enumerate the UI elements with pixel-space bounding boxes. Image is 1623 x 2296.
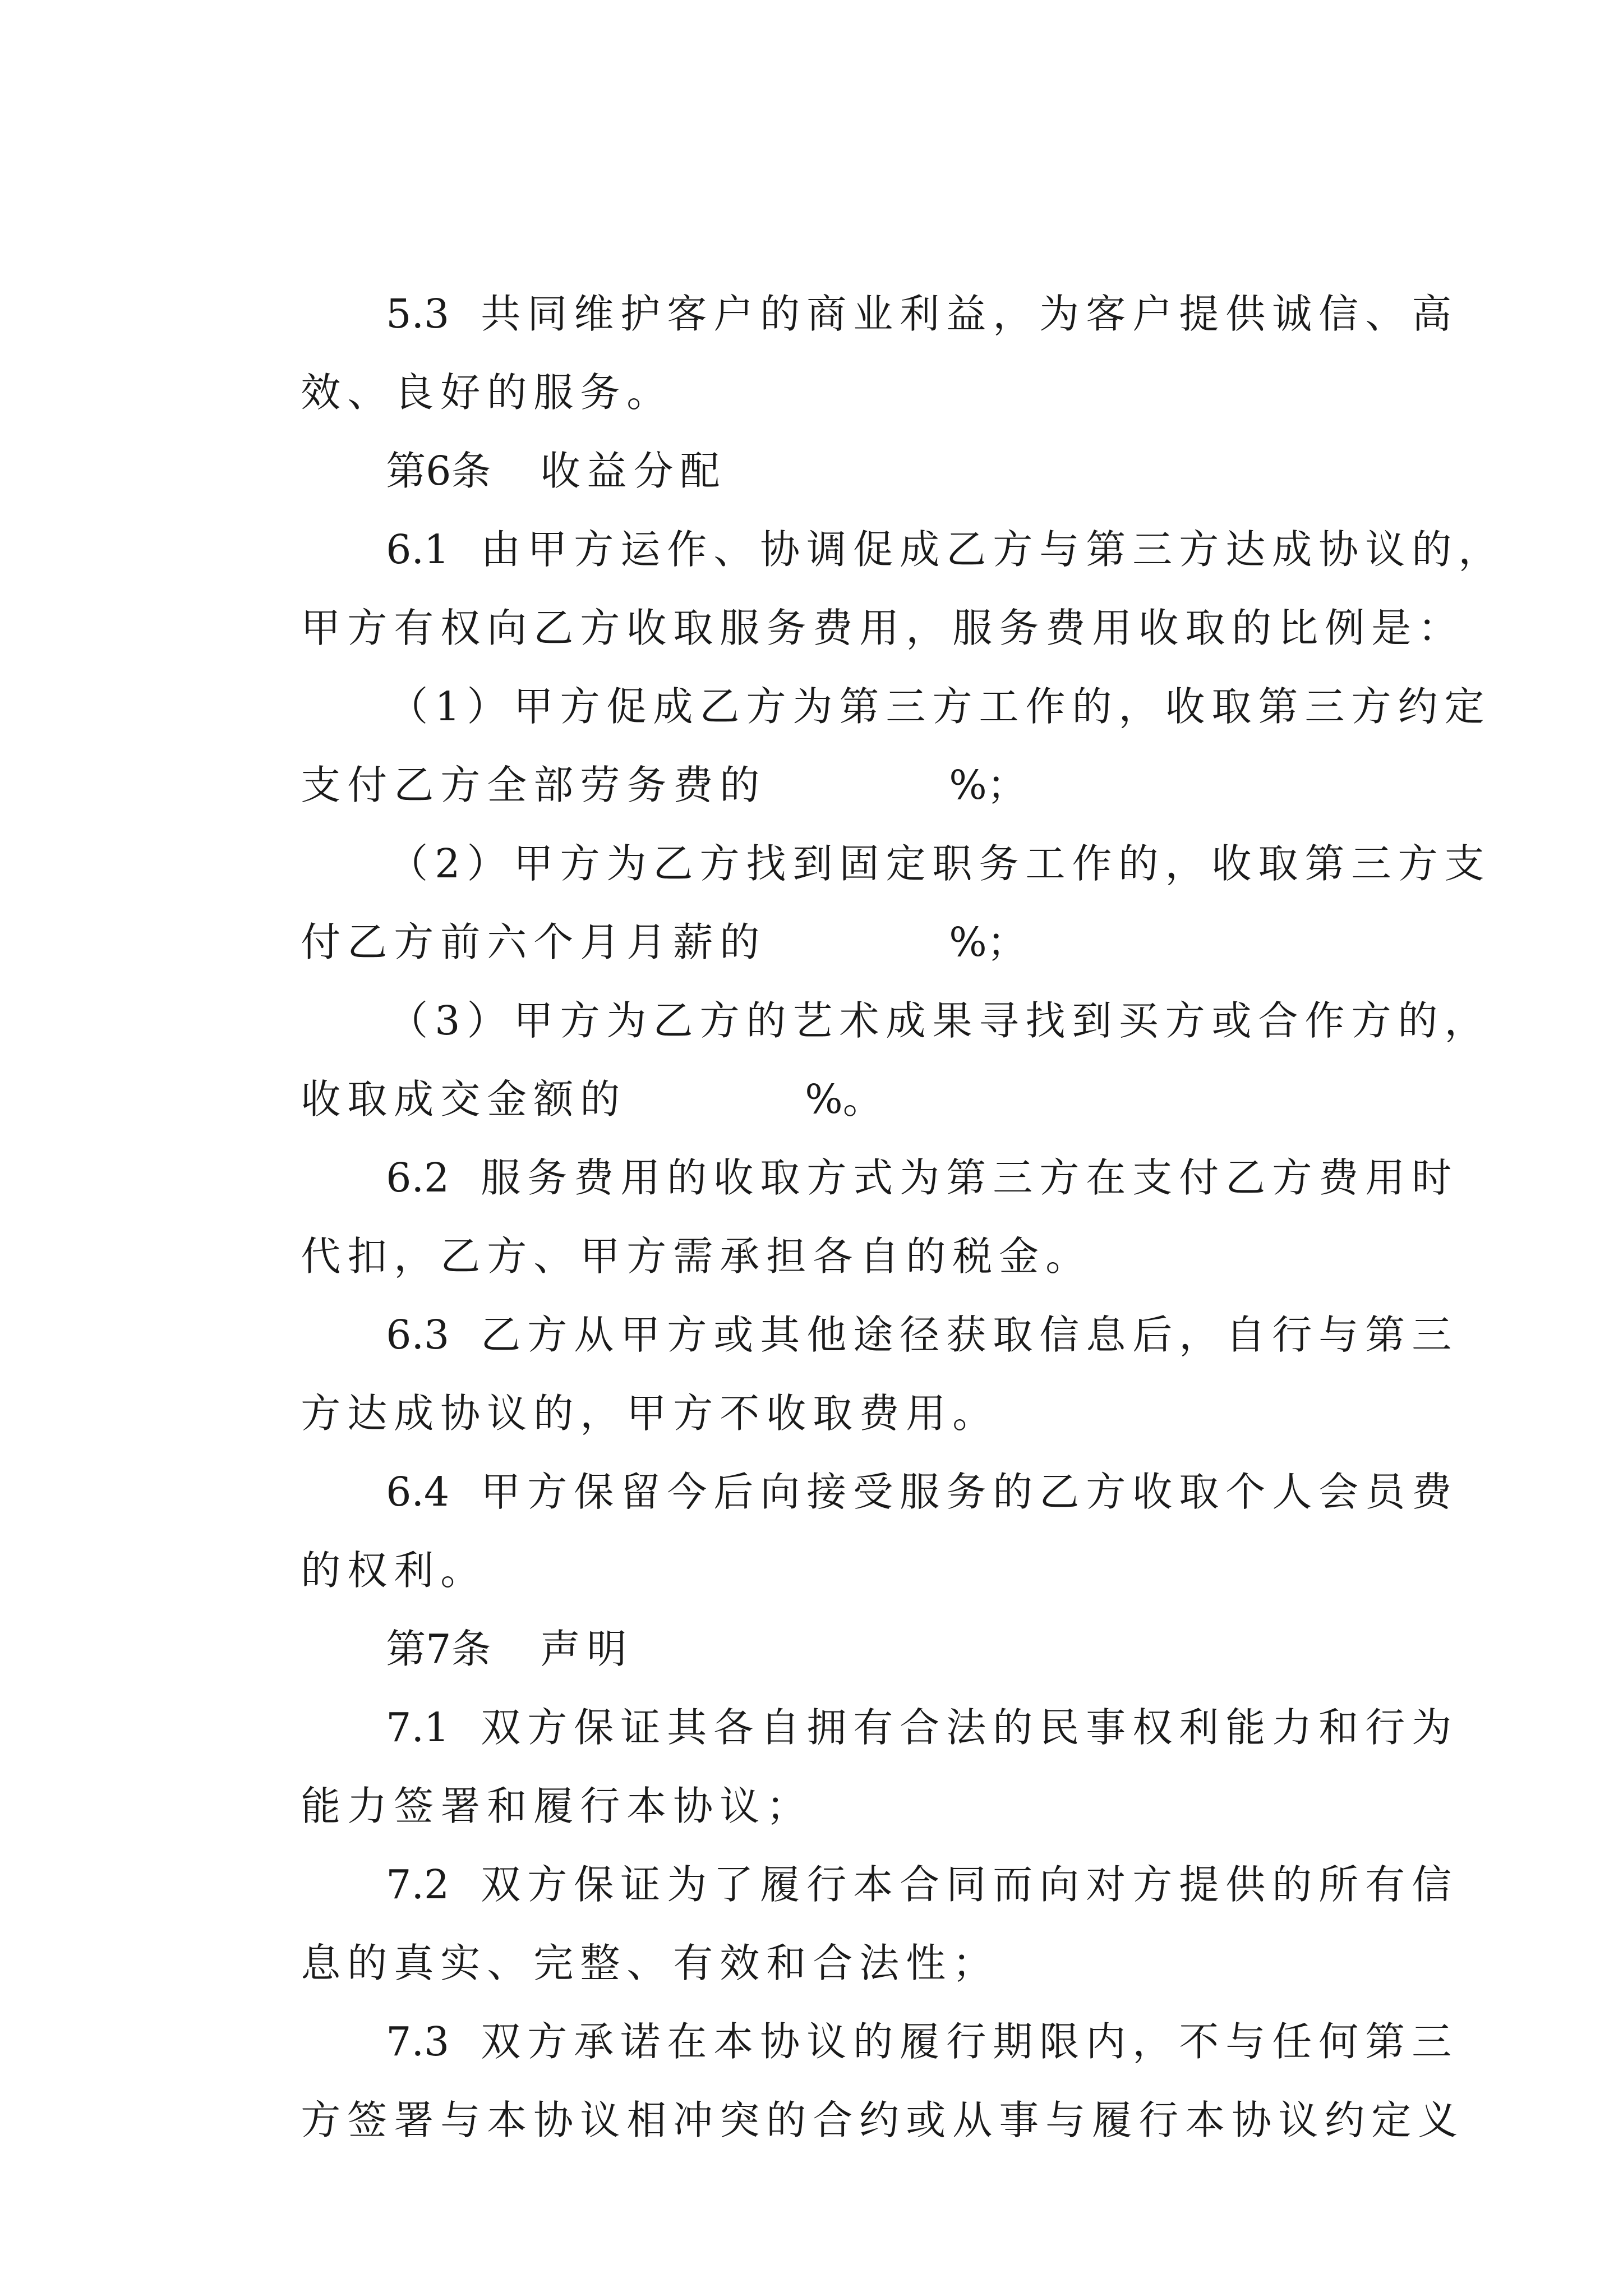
- clause-number: 6.3: [386, 1312, 450, 1358]
- clause-6-3-line-2: [250, 1313, 1623, 1437]
- clause-text: 双方保证其各自拥有合法的民事权利能力和行为: [481, 1704, 1459, 1751]
- article-number: 第6条: [386, 448, 491, 494]
- percent-sign: %；: [949, 919, 1027, 965]
- clause-6-2-line-1: [335, 1077, 1623, 1201]
- clause-7-1-line-1: [335, 1627, 1623, 1751]
- article-title: 声明: [540, 1626, 634, 1672]
- clause-number: 7.3: [386, 2018, 450, 2065]
- article-6-heading: [335, 370, 1623, 494]
- item-1-line-1: [338, 606, 1623, 730]
- clause-text: 息的真实、完整、有效和合法性；: [301, 1940, 999, 1986]
- item-text: （1）甲方促成乙方为第三方工作的，收取第三方约定: [388, 683, 1491, 730]
- clause-6-1-line-2: [250, 527, 1623, 651]
- clause-number: 6.1: [386, 526, 450, 573]
- clause-text: 能力签署和履行本协议；: [301, 1783, 813, 1829]
- item-text: 支付乙方全部劳务费的: [301, 762, 767, 808]
- clause-text: 服务费用的收取方式为第三方在支付乙方费用时: [481, 1154, 1459, 1201]
- item-3-line-1: [338, 920, 1623, 1044]
- clause-7-3-line-1: [335, 1941, 1623, 2065]
- clause-number: 5.3: [386, 291, 450, 337]
- clause-7-2-line-2: [250, 1862, 1623, 1986]
- item-2-line-1: [338, 763, 1623, 887]
- clause-text: 方达成协议的，甲方不收取费用。: [301, 1390, 999, 1437]
- clause-text: 甲方保留今后向接受服务的乙方收取个人会员费: [481, 1469, 1459, 1515]
- item-1-line-2: [250, 684, 1623, 808]
- clause-text: 双方承诺在本协议的履行期限内，不与任何第三: [481, 2018, 1459, 2065]
- clause-5-3-line-1: [335, 213, 1623, 337]
- clause-text: 乙方从甲方或其他途径获取信息后，自行与第三: [481, 1312, 1459, 1358]
- percent-sign: %；: [949, 762, 1027, 808]
- clause-6-4-line-2: [250, 1470, 1623, 1594]
- clause-text: 甲方有权向乙方收取服务费用，服务费用收取的比例是：: [301, 605, 1465, 651]
- clause-7-1-line-2: [250, 1705, 1623, 1829]
- percent-sign: %。: [805, 1076, 883, 1122]
- clause-number: 7.1: [386, 1704, 450, 1751]
- article-title: 收益分配: [540, 448, 727, 494]
- item-text: 收取成交金额的: [301, 1076, 627, 1122]
- item-text: （2）甲方为乙方找到固定职务工作的，收取第三方支: [388, 840, 1491, 887]
- clause-text: 代扣，乙方、甲方需承担各自的税金。: [301, 1233, 1092, 1280]
- clause-text: 由甲方运作、协调促成乙方与第三方达成协议的，: [481, 526, 1505, 573]
- item-2-line-2: [250, 841, 1623, 965]
- item-3-line-2: [250, 999, 1623, 1122]
- clause-text: 效、良好的服务。: [301, 369, 674, 416]
- clause-number: 6.4: [386, 1469, 450, 1515]
- clause-6-1-line-1: [335, 449, 1623, 573]
- clause-text: 双方保证为了履行本合同而向对方提供的所有信: [481, 1861, 1459, 1908]
- article-7-heading: [335, 1548, 1623, 1672]
- clause-7-3-line-2: [250, 2019, 1623, 2143]
- item-text: 付乙方前六个月月薪的: [301, 919, 767, 965]
- clause-text: 的权利。: [301, 1547, 487, 1594]
- clause-text: 方签署与本协议相冲突的合约或从事与履行本协议约定义: [301, 2097, 1465, 2143]
- clause-6-2-line-2: [250, 1156, 1623, 1280]
- article-number: 第7条: [386, 1626, 491, 1672]
- clause-6-3-line-1: [335, 1234, 1623, 1358]
- clause-number: 7.2: [386, 1861, 450, 1908]
- clause-7-2-line-1: [335, 1784, 1623, 1908]
- clause-text: 共同维护客户的商业利益，为客户提供诚信、高: [481, 291, 1459, 337]
- clause-number: 6.2: [386, 1154, 450, 1201]
- clause-5-3-line-2: [250, 292, 1623, 416]
- item-text: （3）甲方为乙方的艺术成果寻找到买方或合作方的，: [388, 997, 1491, 1044]
- clause-6-4-line-1: [335, 1391, 1623, 1515]
